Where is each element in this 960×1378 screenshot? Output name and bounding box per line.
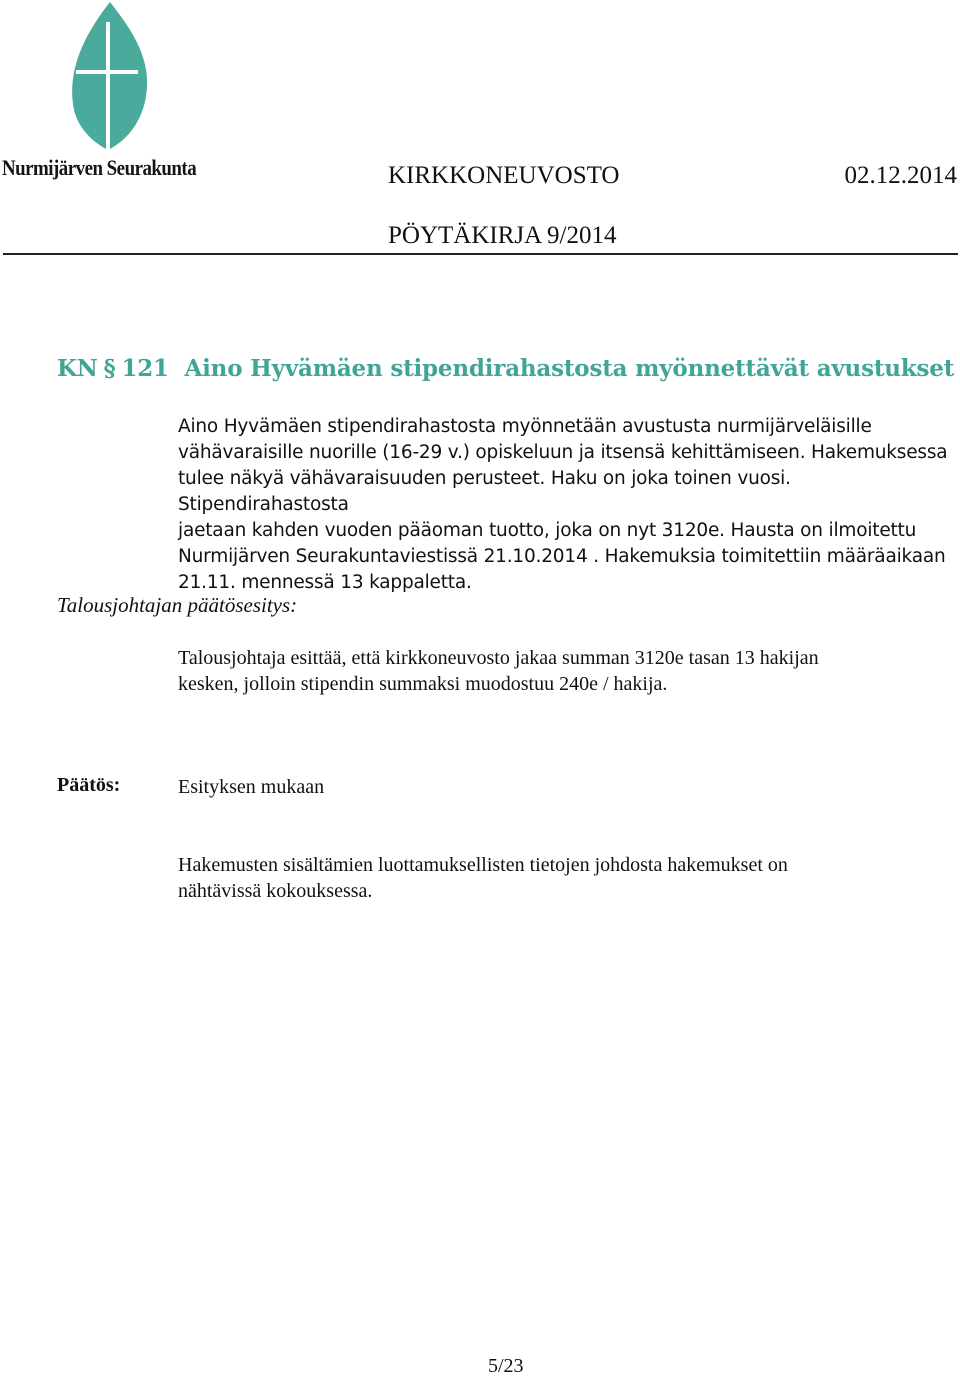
section-title-text: Aino Hyvämäen stipendirahastosta myönnettävät avustukset bbox=[184, 355, 955, 382]
leaf-cross-icon bbox=[62, 0, 152, 160]
decision-label: Päätös: bbox=[57, 774, 121, 796]
section-number: 121 bbox=[121, 355, 169, 382]
intro-line: vähävaraisille nuorille (16-29 v.) opiskeluun ja itsensä kehittämiseen. Hakemuksessa bbox=[178, 442, 948, 463]
intro-line: Nurmijärven Seurakuntaviestissä 21.10.2014 . Hakemuksia toimitettiin määräaikaan bbox=[178, 546, 946, 567]
proposal-label: Talousjohtajan päätösesitys: bbox=[57, 593, 298, 617]
intro-line: 21.11. mennessä 13 kappaletta. bbox=[178, 572, 472, 593]
document-title: KIRKKONEUVOSTO bbox=[388, 162, 620, 189]
page-number: 5/23 bbox=[488, 1355, 524, 1377]
organization-name: Nurmijärven Seurakunta bbox=[2, 155, 197, 180]
document-subtitle: PÖYTÄKIRJA 9/2014 bbox=[388, 222, 617, 249]
note-paragraph bbox=[178, 852, 958, 904]
proposal-line: Talousjohtaja esittää, että kirkkoneuvosto jakaa summan 3120e tasan 13 hakijan bbox=[178, 647, 819, 669]
decision-text: Esityksen mukaan bbox=[178, 776, 325, 798]
intro-line: jaetaan kahden vuoden pääoman tuotto, joka on nyt 3120e. Hausta on ilmoitettu bbox=[178, 520, 917, 541]
organization-logo bbox=[0, 0, 215, 190]
section-prefix: KN bbox=[57, 355, 98, 382]
intro-paragraph bbox=[178, 414, 958, 596]
section-heading bbox=[57, 355, 954, 382]
note-line: Hakemusten sisältämien luottamuksellisten tietojen johdosta hakemukset on bbox=[178, 854, 788, 876]
header-divider bbox=[3, 253, 958, 255]
section-symbol: § bbox=[103, 355, 116, 382]
intro-line: Aino Hyvämäen stipendirahastosta myönnetään avustusta nurmijärveläisille bbox=[178, 416, 872, 437]
note-line: nähtävissä kokouksessa. bbox=[178, 880, 373, 902]
proposal-line: kesken, jolloin stipendin summaksi muodostuu 240e / hakija. bbox=[178, 673, 668, 695]
document-date: 02.12.2014 bbox=[844, 162, 957, 189]
intro-line: tulee näkyä vähävaraisuuden perusteet. Haku on joka toinen vuosi. Stipendirahastosta bbox=[178, 468, 791, 515]
proposal-paragraph bbox=[178, 645, 958, 697]
